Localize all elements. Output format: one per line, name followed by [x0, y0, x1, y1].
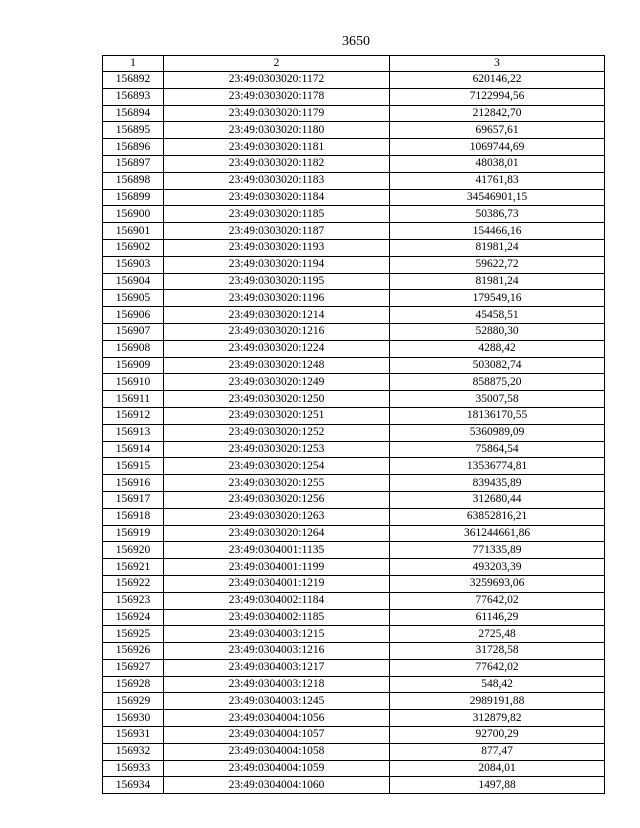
cadastral-number-cell: 23:49:0303020:1253	[164, 441, 390, 458]
row-number-cell: 156934	[103, 777, 164, 794]
cadastral-number-cell: 23:49:0303020:1214	[164, 307, 390, 324]
value-cell: 81981,24	[390, 273, 605, 290]
row-number-cell: 156924	[103, 609, 164, 626]
table-row	[103, 424, 605, 441]
table-row	[103, 760, 605, 777]
row-number-cell: 156918	[103, 508, 164, 525]
value-cell: 620146,22	[390, 72, 605, 89]
table-body	[103, 72, 605, 794]
row-number-cell: 156910	[103, 374, 164, 391]
cadastral-number-cell: 23:49:0303020:1194	[164, 256, 390, 273]
cadastral-number-cell: 23:49:0304004:1060	[164, 777, 390, 794]
row-number-cell: 156920	[103, 542, 164, 559]
value-cell: 1497,88	[390, 777, 605, 794]
cadastral-number-cell: 23:49:0303020:1263	[164, 508, 390, 525]
cadastral-number-cell: 23:49:0303020:1196	[164, 290, 390, 307]
cadastral-number-cell: 23:49:0304004:1057	[164, 727, 390, 744]
table-row	[103, 609, 605, 626]
value-cell: 877,47	[390, 743, 605, 760]
table-row	[103, 508, 605, 525]
value-cell: 61146,29	[390, 609, 605, 626]
value-cell: 5360989,09	[390, 424, 605, 441]
cadastral-number-cell: 23:49:0304001:1135	[164, 542, 390, 559]
row-number-cell: 156909	[103, 357, 164, 374]
row-number-cell: 156905	[103, 290, 164, 307]
value-cell: 154466,16	[390, 223, 605, 240]
row-number-cell: 156908	[103, 340, 164, 357]
cadastral-number-cell: 23:49:0303020:1181	[164, 139, 390, 156]
table-row	[103, 239, 605, 256]
cadastral-number-cell: 23:49:0303020:1250	[164, 391, 390, 408]
value-cell: 18136170,55	[390, 407, 605, 424]
header-row	[103, 56, 605, 72]
row-number-cell: 156901	[103, 223, 164, 240]
cadastral-number-cell: 23:49:0303020:1183	[164, 172, 390, 189]
value-cell: 69657,61	[390, 122, 605, 139]
value-cell: 771335,89	[390, 542, 605, 559]
row-number-cell: 156900	[103, 206, 164, 223]
row-number-cell: 156919	[103, 525, 164, 542]
row-number-cell: 156913	[103, 424, 164, 441]
value-cell: 839435,89	[390, 475, 605, 492]
row-number-cell: 156898	[103, 172, 164, 189]
value-cell: 361244661,86	[390, 525, 605, 542]
value-cell: 13536774,81	[390, 458, 605, 475]
value-cell: 52880,30	[390, 323, 605, 340]
row-number-cell: 156893	[103, 88, 164, 105]
row-number-cell: 156930	[103, 710, 164, 727]
table-row	[103, 475, 605, 492]
table-row	[103, 676, 605, 693]
value-cell: 503082,74	[390, 357, 605, 374]
row-number-cell: 156917	[103, 491, 164, 508]
value-cell: 77642,02	[390, 592, 605, 609]
table-row	[103, 273, 605, 290]
table-row	[103, 340, 605, 357]
cadastral-number-cell: 23:49:0304004:1056	[164, 710, 390, 727]
cadastral-number-cell: 23:49:0304003:1218	[164, 676, 390, 693]
table-row	[103, 122, 605, 139]
value-cell: 179549,16	[390, 290, 605, 307]
value-cell: 77642,02	[390, 659, 605, 676]
table-row	[103, 357, 605, 374]
cadastral-number-cell: 23:49:0304003:1216	[164, 643, 390, 660]
value-cell: 45458,51	[390, 307, 605, 324]
value-cell: 548,42	[390, 676, 605, 693]
row-number-cell: 156927	[103, 659, 164, 676]
value-cell: 212842,70	[390, 105, 605, 122]
table-row	[103, 727, 605, 744]
cadastral-number-cell: 23:49:0303020:1248	[164, 357, 390, 374]
cadastral-number-cell: 23:49:0304002:1184	[164, 592, 390, 609]
value-cell: 31728,58	[390, 643, 605, 660]
value-cell: 3259693,06	[390, 575, 605, 592]
cadastral-number-cell: 23:49:0304003:1215	[164, 626, 390, 643]
value-cell: 858875,20	[390, 374, 605, 391]
cadastral-number-cell: 23:49:0303020:1172	[164, 72, 390, 89]
row-number-cell: 156896	[103, 139, 164, 156]
cadastral-number-cell: 23:49:0304003:1245	[164, 693, 390, 710]
table-row	[103, 391, 605, 408]
table-row	[103, 189, 605, 206]
table-row	[103, 643, 605, 660]
cadastral-number-cell: 23:49:0303020:1252	[164, 424, 390, 441]
value-cell: 41761,83	[390, 172, 605, 189]
table-row	[103, 290, 605, 307]
table-row	[103, 206, 605, 223]
row-number-cell: 156903	[103, 256, 164, 273]
cadastral-number-cell: 23:49:0303020:1195	[164, 273, 390, 290]
table-header	[103, 56, 605, 72]
cadastral-number-cell: 23:49:0303020:1224	[164, 340, 390, 357]
table-row	[103, 575, 605, 592]
value-cell: 75864,54	[390, 441, 605, 458]
header-cell-1: 1	[103, 56, 164, 72]
row-number-cell: 156923	[103, 592, 164, 609]
table-row	[103, 525, 605, 542]
page-number: 3650	[342, 34, 370, 49]
value-cell: 35007,58	[390, 391, 605, 408]
cadastral-number-cell: 23:49:0304001:1199	[164, 559, 390, 576]
row-number-cell: 156894	[103, 105, 164, 122]
row-number-cell: 156931	[103, 727, 164, 744]
value-cell: 63852816,21	[390, 508, 605, 525]
table-row	[103, 458, 605, 475]
cadastral-number-cell: 23:49:0303020:1187	[164, 223, 390, 240]
row-number-cell: 156929	[103, 693, 164, 710]
value-cell: 81981,24	[390, 239, 605, 256]
table-row	[103, 139, 605, 156]
value-cell: 50386,73	[390, 206, 605, 223]
cadastral-number-cell: 23:49:0304004:1059	[164, 760, 390, 777]
row-number-cell: 156926	[103, 643, 164, 660]
header-cell-2: 2	[164, 56, 390, 72]
cadastral-number-cell: 23:49:0304001:1219	[164, 575, 390, 592]
row-number-cell: 156921	[103, 559, 164, 576]
row-number-cell: 156907	[103, 323, 164, 340]
value-cell: 7122994,56	[390, 88, 605, 105]
cadastral-number-cell: 23:49:0303020:1178	[164, 88, 390, 105]
table-row	[103, 172, 605, 189]
table-row	[103, 659, 605, 676]
registry-table	[102, 55, 605, 794]
row-number-cell: 156932	[103, 743, 164, 760]
cadastral-number-cell: 23:49:0304002:1185	[164, 609, 390, 626]
header-cell-3: 3	[390, 56, 605, 72]
row-number-cell: 156892	[103, 72, 164, 89]
row-number-cell: 156922	[103, 575, 164, 592]
value-cell: 2084,01	[390, 760, 605, 777]
value-cell: 4288,42	[390, 340, 605, 357]
value-cell: 2989191,88	[390, 693, 605, 710]
cadastral-number-cell: 23:49:0303020:1193	[164, 239, 390, 256]
table-row	[103, 710, 605, 727]
cadastral-number-cell: 23:49:0303020:1256	[164, 491, 390, 508]
row-number-cell: 156911	[103, 391, 164, 408]
cadastral-number-cell: 23:49:0303020:1254	[164, 458, 390, 475]
table-row	[103, 88, 605, 105]
row-number-cell: 156912	[103, 407, 164, 424]
row-number-cell: 156897	[103, 155, 164, 172]
row-number-cell: 156914	[103, 441, 164, 458]
cadastral-number-cell: 23:49:0303020:1180	[164, 122, 390, 139]
cadastral-number-cell: 23:49:0304004:1058	[164, 743, 390, 760]
row-number-cell: 156925	[103, 626, 164, 643]
row-number-cell: 156915	[103, 458, 164, 475]
table-row	[103, 626, 605, 643]
value-cell: 34546901,15	[390, 189, 605, 206]
table-row	[103, 559, 605, 576]
table-row	[103, 542, 605, 559]
row-number-cell: 156899	[103, 189, 164, 206]
cadastral-number-cell: 23:49:0303020:1216	[164, 323, 390, 340]
value-cell: 312680,44	[390, 491, 605, 508]
table-row	[103, 223, 605, 240]
cadastral-number-cell: 23:49:0303020:1182	[164, 155, 390, 172]
row-number-cell: 156928	[103, 676, 164, 693]
value-cell: 312879,82	[390, 710, 605, 727]
table-row	[103, 323, 605, 340]
value-cell: 493203,39	[390, 559, 605, 576]
cadastral-number-cell: 23:49:0303020:1185	[164, 206, 390, 223]
value-cell: 48038,01	[390, 155, 605, 172]
value-cell: 2725,48	[390, 626, 605, 643]
row-number-cell: 156902	[103, 239, 164, 256]
table-row	[103, 256, 605, 273]
cadastral-number-cell: 23:49:0303020:1184	[164, 189, 390, 206]
table-row	[103, 743, 605, 760]
table-row	[103, 374, 605, 391]
value-cell: 59622,72	[390, 256, 605, 273]
row-number-cell: 156933	[103, 760, 164, 777]
cadastral-number-cell: 23:49:0303020:1251	[164, 407, 390, 424]
table-row	[103, 592, 605, 609]
cadastral-number-cell: 23:49:0303020:1264	[164, 525, 390, 542]
table-row	[103, 155, 605, 172]
row-number-cell: 156895	[103, 122, 164, 139]
value-cell: 92700,29	[390, 727, 605, 744]
value-cell: 1069744,69	[390, 139, 605, 156]
cadastral-number-cell: 23:49:0303020:1179	[164, 105, 390, 122]
table-row	[103, 407, 605, 424]
table-row	[103, 72, 605, 89]
table-row	[103, 105, 605, 122]
row-number-cell: 156906	[103, 307, 164, 324]
row-number-cell: 156916	[103, 475, 164, 492]
row-number-cell: 156904	[103, 273, 164, 290]
table-row	[103, 491, 605, 508]
table-row	[103, 441, 605, 458]
table-row	[103, 777, 605, 794]
cadastral-number-cell: 23:49:0303020:1249	[164, 374, 390, 391]
table-row	[103, 693, 605, 710]
cadastral-number-cell: 23:49:0304003:1217	[164, 659, 390, 676]
table-row	[103, 307, 605, 324]
cadastral-number-cell: 23:49:0303020:1255	[164, 475, 390, 492]
